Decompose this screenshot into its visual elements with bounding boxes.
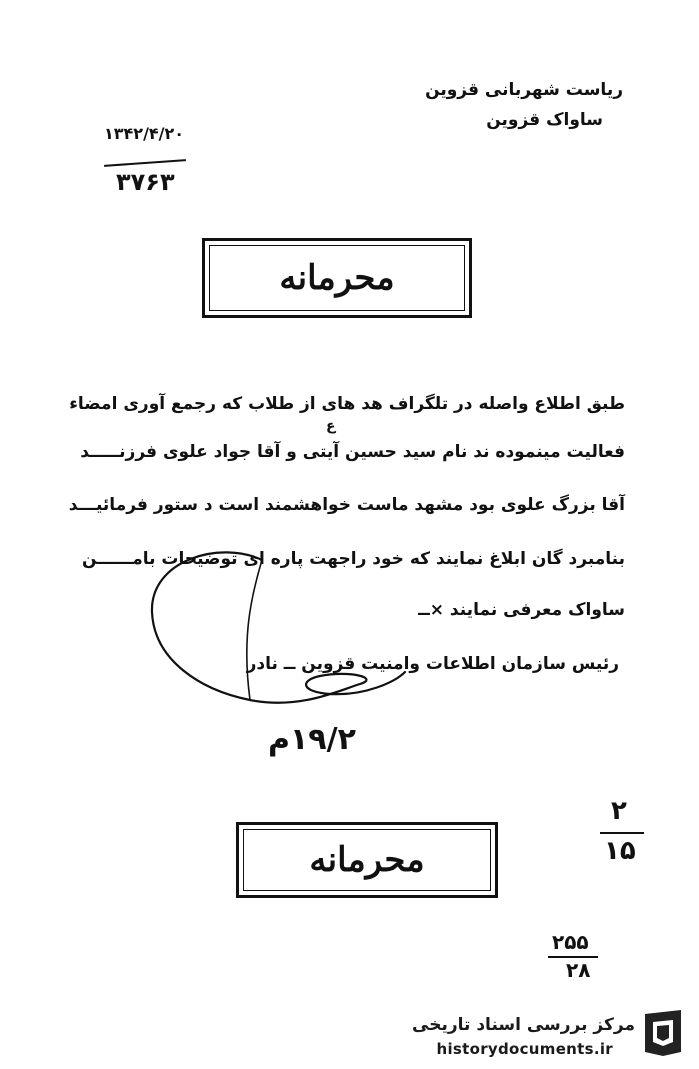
body-line-1: طبق اطلاع واصله در تلگراف هد های از طلاب که رجمع آوری امضاء [69, 394, 625, 414]
header-line-1: ریاست شهربانی قزوین [425, 80, 623, 100]
body-line-2: فعالیت مینموده ند نام سید حسین آیتی و آقا جواد علوی فرزنـــــد [80, 442, 625, 462]
body-line-3: آقا بزرگ علوی بود مشهد ماست خواهشمند است د ستور فرمائیـــد [68, 495, 625, 515]
reference-date: ۱۳۴۲/۴/۲۰ [104, 124, 185, 143]
reference-divider [104, 159, 186, 167]
handwritten-annotation: ۱۹/۲م [268, 722, 356, 757]
signature-line: رئیس سازمان اطلاعات وامنیت قزوین ــ نادر [246, 654, 619, 674]
footer-url: historydocuments.ir [436, 1040, 613, 1058]
body-line-4: بنامبرد گان ابلاغ نمایند که خود راجهت پاره ای توضیحات بامــــــن [82, 549, 625, 569]
margin-divider [600, 832, 644, 834]
body-line-5: ساواک معرفی نمایند ×ــ [418, 600, 625, 620]
confidential-stamp-top [202, 238, 472, 318]
confidential-stamp-bottom-text: محرمانه [243, 829, 491, 891]
confidential-stamp-bottom [236, 822, 498, 898]
confidential-stamp-top-text: محرمانه [209, 245, 465, 311]
margin-number-top: ۲ [611, 796, 627, 826]
header-line-2: ساواک قزوین [486, 110, 603, 130]
reference-number: ۳۷۶۳ [116, 168, 175, 196]
archive-number-bottom: ۲۸ [566, 958, 591, 982]
margin-number-bottom: ۱۵ [604, 836, 636, 866]
archive-number-top: ۲۵۵ [552, 930, 589, 954]
archive-logo-icon [641, 1008, 685, 1058]
interline-mark: ع [326, 418, 336, 434]
footer-title: مرکز بررسی اسناد تاریخی [412, 1015, 635, 1035]
